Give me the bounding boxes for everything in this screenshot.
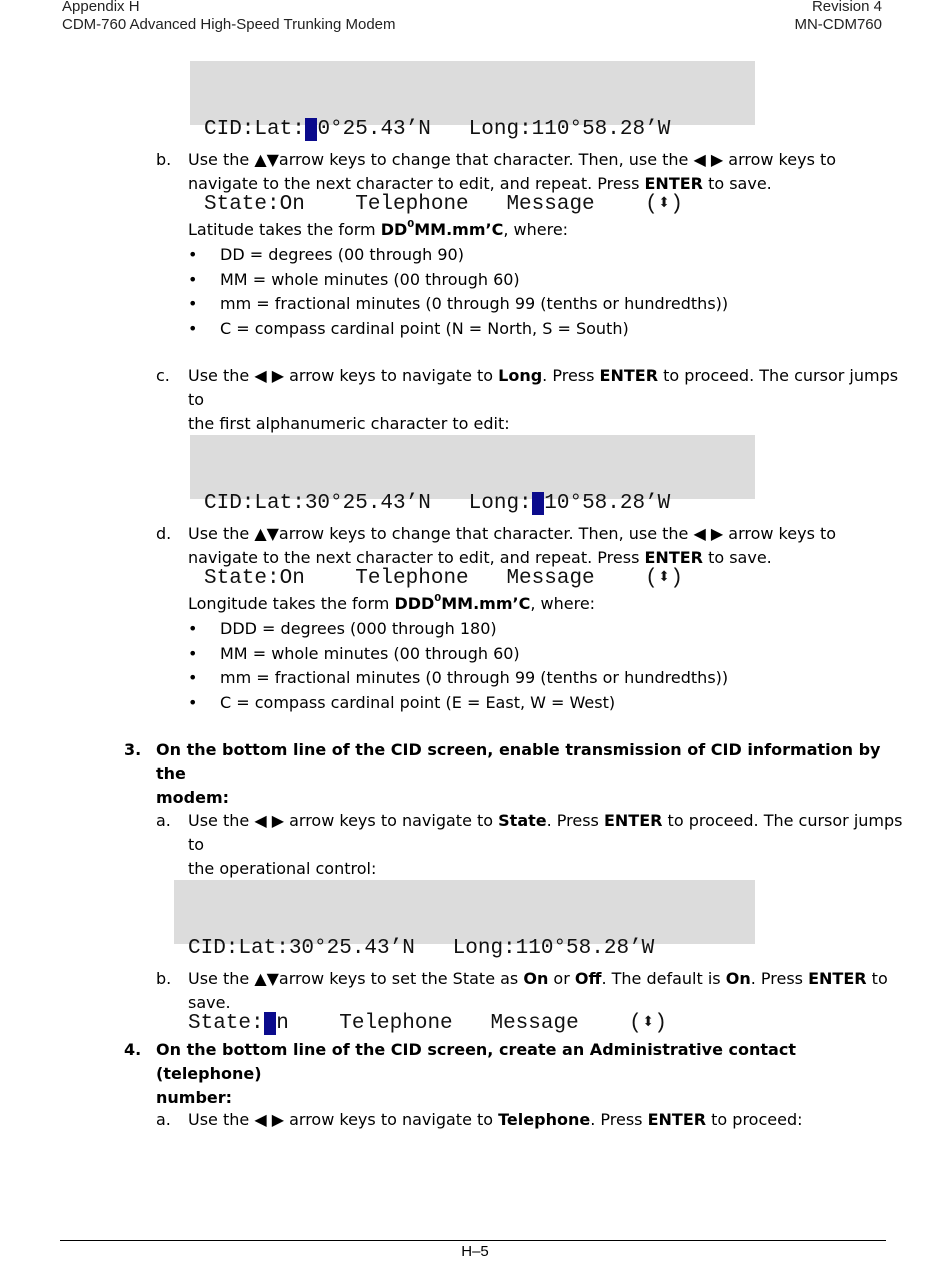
degree-superscript: 0: [434, 592, 442, 604]
step-4a-text: [188, 1108, 908, 1132]
text-line: [188, 1108, 908, 1132]
lcd-text: 10°58.28’W: [544, 492, 671, 515]
text: to save.: [702, 174, 772, 193]
telephone-label: Telephone: [498, 1110, 591, 1129]
form-bold: DDD: [394, 594, 435, 613]
text: or: [548, 969, 575, 988]
text-line: number:: [156, 1088, 233, 1107]
step-3-heading: [156, 738, 896, 810]
text: to save.: [702, 548, 772, 567]
enter-key-label: ENTER: [808, 969, 867, 988]
step-label: c.: [156, 366, 170, 385]
text-line: modem:: [156, 788, 230, 807]
text: . Press: [546, 811, 604, 830]
on-label: On: [725, 969, 751, 988]
text-line: [188, 172, 908, 196]
text: Use the ◀ ▶ arrow keys to navigate to: [188, 811, 499, 830]
text-line: Use the ▲▼arrow keys to change that character. Then, use the ◀ ▶ arrow keys to: [188, 150, 837, 169]
lcd-text: CID:Lat:30°25.43’N Long:: [204, 492, 532, 515]
enter-key-label: ENTER: [599, 366, 659, 385]
text: to proceed. The cursor jumps to: [188, 811, 903, 854]
bullet-text: mm = fractional minutes (0 through 99 (tenths or hundredths)): [220, 668, 729, 687]
text: . Press: [542, 366, 600, 385]
step-b-text: [188, 148, 908, 196]
bullet-text: C = compass cardinal point (E = East, W = West): [220, 693, 616, 712]
text-line: [188, 967, 908, 991]
off-label: Off: [574, 969, 602, 988]
lcd-text: n Telephone Message (⬍): [276, 1012, 667, 1035]
text-line: [188, 546, 908, 570]
text-line: On the bottom line of the CID screen, enable transmission of CID information by the: [156, 740, 881, 783]
bullet-text: DDD = degrees (000 through 180): [220, 619, 497, 638]
step-c-text: [188, 364, 908, 436]
list-item: • MM = whole minutes (00 through 60): [188, 270, 520, 289]
longitude-form: [188, 592, 595, 616]
enter-key-label: ENTER: [647, 1110, 707, 1129]
step-4-heading: [156, 1038, 896, 1110]
lcd-line-1: [204, 117, 755, 142]
step-number: 4.: [124, 1040, 142, 1059]
list-item: • DDD = degrees (000 through 180): [188, 619, 497, 638]
text: , where:: [503, 220, 569, 239]
lcd-line-1: [204, 491, 755, 516]
document-number: MN-CDM760: [794, 16, 882, 33]
form-bold: MM.mm’C: [414, 220, 504, 239]
list-item: • mm = fractional minutes (0 through 99 (tenths or hundredths)): [188, 294, 729, 313]
text-line: [188, 364, 908, 412]
list-item: • C = compass cardinal point (N = North, S = South): [188, 319, 629, 338]
text: navigate to the next character to edit, and repeat. Press: [188, 548, 645, 567]
text-line: On the bottom line of the CID screen, create an Administrative contact (telephone): [156, 1040, 796, 1083]
lcd-text: 0°25.43’N Long:110°58.28’W: [317, 118, 671, 141]
list-item: • mm = fractional minutes (0 through 99 (tenths or hundredths)): [188, 668, 729, 687]
enter-key-label: ENTER: [644, 548, 703, 567]
form-bold: MM.mm’C: [441, 594, 531, 613]
lcd-line-1: CID:Lat:30°25.43’N Long:110°58.28’W: [188, 937, 655, 960]
text: . The default is: [601, 969, 726, 988]
bullet-text: C = compass cardinal point (N = North, S = South): [220, 319, 629, 338]
text: Latitude takes the form: [188, 220, 381, 239]
text: to: [866, 969, 888, 988]
page-number: H–5: [461, 1243, 489, 1260]
header-left: [62, 0, 396, 34]
text: , where:: [530, 594, 596, 613]
list-item: • DD = degrees (00 through 90): [188, 245, 464, 264]
step-label: b.: [156, 150, 172, 169]
text: to proceed. The cursor jumps to: [188, 366, 899, 409]
lcd-cursor: 1: [531, 492, 545, 515]
step-number: 3.: [124, 740, 142, 759]
bullet-text: MM = whole minutes (00 through 60): [220, 270, 520, 289]
lcd-text: State:: [188, 1012, 264, 1035]
enter-key-label: ENTER: [644, 174, 703, 193]
text-line: save.: [188, 993, 231, 1012]
footer-divider: [60, 1240, 886, 1241]
degree-superscript: 0: [407, 218, 415, 230]
text-line: the first alphanumeric character to edit:: [188, 414, 510, 433]
long-label: Long: [498, 366, 543, 385]
bullet-text: DD = degrees (00 through 90): [220, 245, 464, 264]
form-bold: DD: [380, 220, 408, 239]
step-label: b.: [156, 969, 172, 988]
lcd-cursor: O: [263, 1012, 277, 1035]
text-line: [188, 809, 908, 857]
text: Use the ▲▼arrow keys to set the State as: [188, 969, 524, 988]
text: . Press: [590, 1110, 648, 1129]
text: navigate to the next character to edit, and repeat. Press: [188, 174, 645, 193]
revision-label: Revision 4: [811, 0, 882, 15]
step-3b-text: [188, 967, 908, 1015]
enter-key-label: ENTER: [603, 811, 663, 830]
step-label: d.: [156, 524, 172, 543]
text-line: the operational control:: [188, 859, 377, 878]
appendix-label: Appendix H: [62, 0, 140, 15]
lcd-text: CID:Lat:: [204, 118, 305, 141]
bullet-text: mm = fractional minutes (0 through 99 (tenths or hundredths)): [220, 294, 729, 313]
latitude-form: [188, 218, 568, 242]
text: to proceed:: [706, 1110, 803, 1129]
step-label: a.: [156, 811, 171, 830]
lcd-line-2: State:On Telephone Message (⬍): [204, 193, 683, 216]
text: Use the ◀ ▶ arrow keys to navigate to: [188, 366, 499, 385]
state-label: State: [498, 811, 547, 830]
list-item: • MM = whole minutes (00 through 60): [188, 644, 520, 663]
step-label: a.: [156, 1110, 171, 1129]
step-d-text: [188, 522, 908, 570]
text-line: Use the ▲▼arrow keys to change that character. Then, use the ◀ ▶ arrow keys to: [188, 524, 837, 543]
lcd-cursor: 3: [304, 118, 318, 141]
text: Longitude takes the form: [188, 594, 395, 613]
lcd-line-2: State:On Telephone Message (⬍): [204, 567, 683, 590]
header-right: [794, 0, 882, 34]
on-label: On: [523, 969, 549, 988]
bullet-text: MM = whole minutes (00 through 60): [220, 644, 520, 663]
text: . Press: [750, 969, 809, 988]
step-3a-text: [188, 809, 908, 881]
text: Use the ◀ ▶ arrow keys to navigate to: [188, 1110, 499, 1129]
document-title: CDM-760 Advanced High-Speed Trunking Modem: [62, 16, 396, 33]
list-item: • C = compass cardinal point (E = East, W = West): [188, 693, 616, 712]
